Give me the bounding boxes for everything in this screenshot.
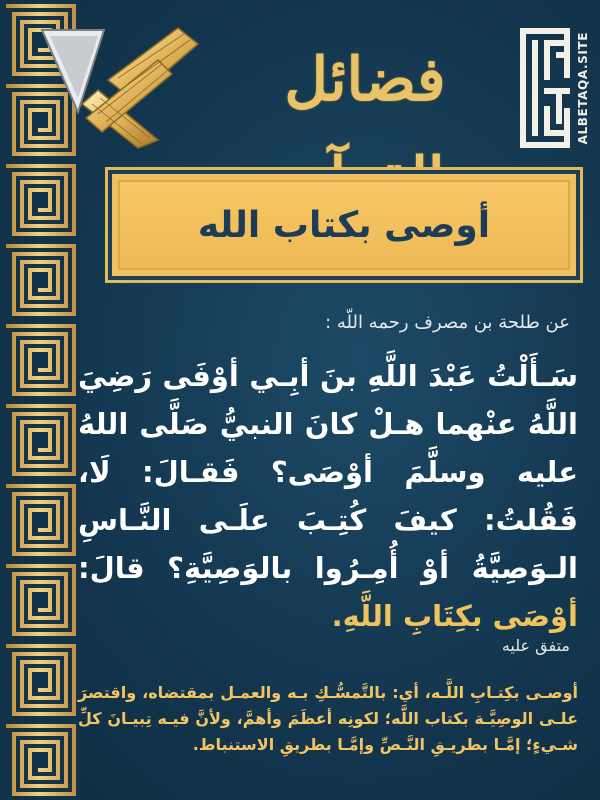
hadith-highlight: أوْصَى بكِتَابِ اللَّهِ.: [331, 599, 578, 633]
quran-stand-ornament: [38, 20, 208, 150]
commentary-text: أوصـى بكِتـابِ اللَّـه، أي: بالتَّمسُّـكِ بـه والعمـل بمقتضاه، واقتصرَ علـى الوصِيَّـة بكتاب اللَّه؛ لكونِه أعظَمَ وأهمَّ، ولأنَّ فيـه تِبيـانَ كلِّ شـيءٍ؛ إمَّـا بطريـقِ النَّـصِّ وإمَّـا بطريقِ الاستنباط.: [78, 683, 578, 754]
hadith-text: [78, 352, 578, 640]
hadith-source: متفق عليه: [501, 636, 570, 655]
banner-title: أوصى بكتاب الله: [197, 204, 491, 246]
site-logo[interactable]: [520, 20, 592, 170]
title-banner: [108, 170, 580, 280]
kufic-square-logo-icon: [520, 28, 570, 148]
hadith-body: سَـأَلْتُ عَبْدَ اللَّهِ بنَ أبِـي أوْفَى رَضِيَ اللَّهُ عنْهما هـلْ كانَ النبيُّ صَلَّى اللهُ عليه وسلَّمَ أوْصَى؟ فَقـالَ: لَا، فَقُلتُ: كيفَ كُتِـبَ علَـى النَّـاسِ الـوَصِيَّةُ أوْ أُمِـرُوا بالوَصِيَّةِ؟ قالَ:: [78, 359, 578, 585]
quran-rehal-icon: [38, 20, 208, 150]
site-logo-text: ALBETAQA.SITE: [576, 32, 590, 145]
narrator-line: عن طلحة بن مصرف رحمه اللّه :: [325, 312, 570, 333]
page-title: فضائل: [284, 45, 446, 115]
